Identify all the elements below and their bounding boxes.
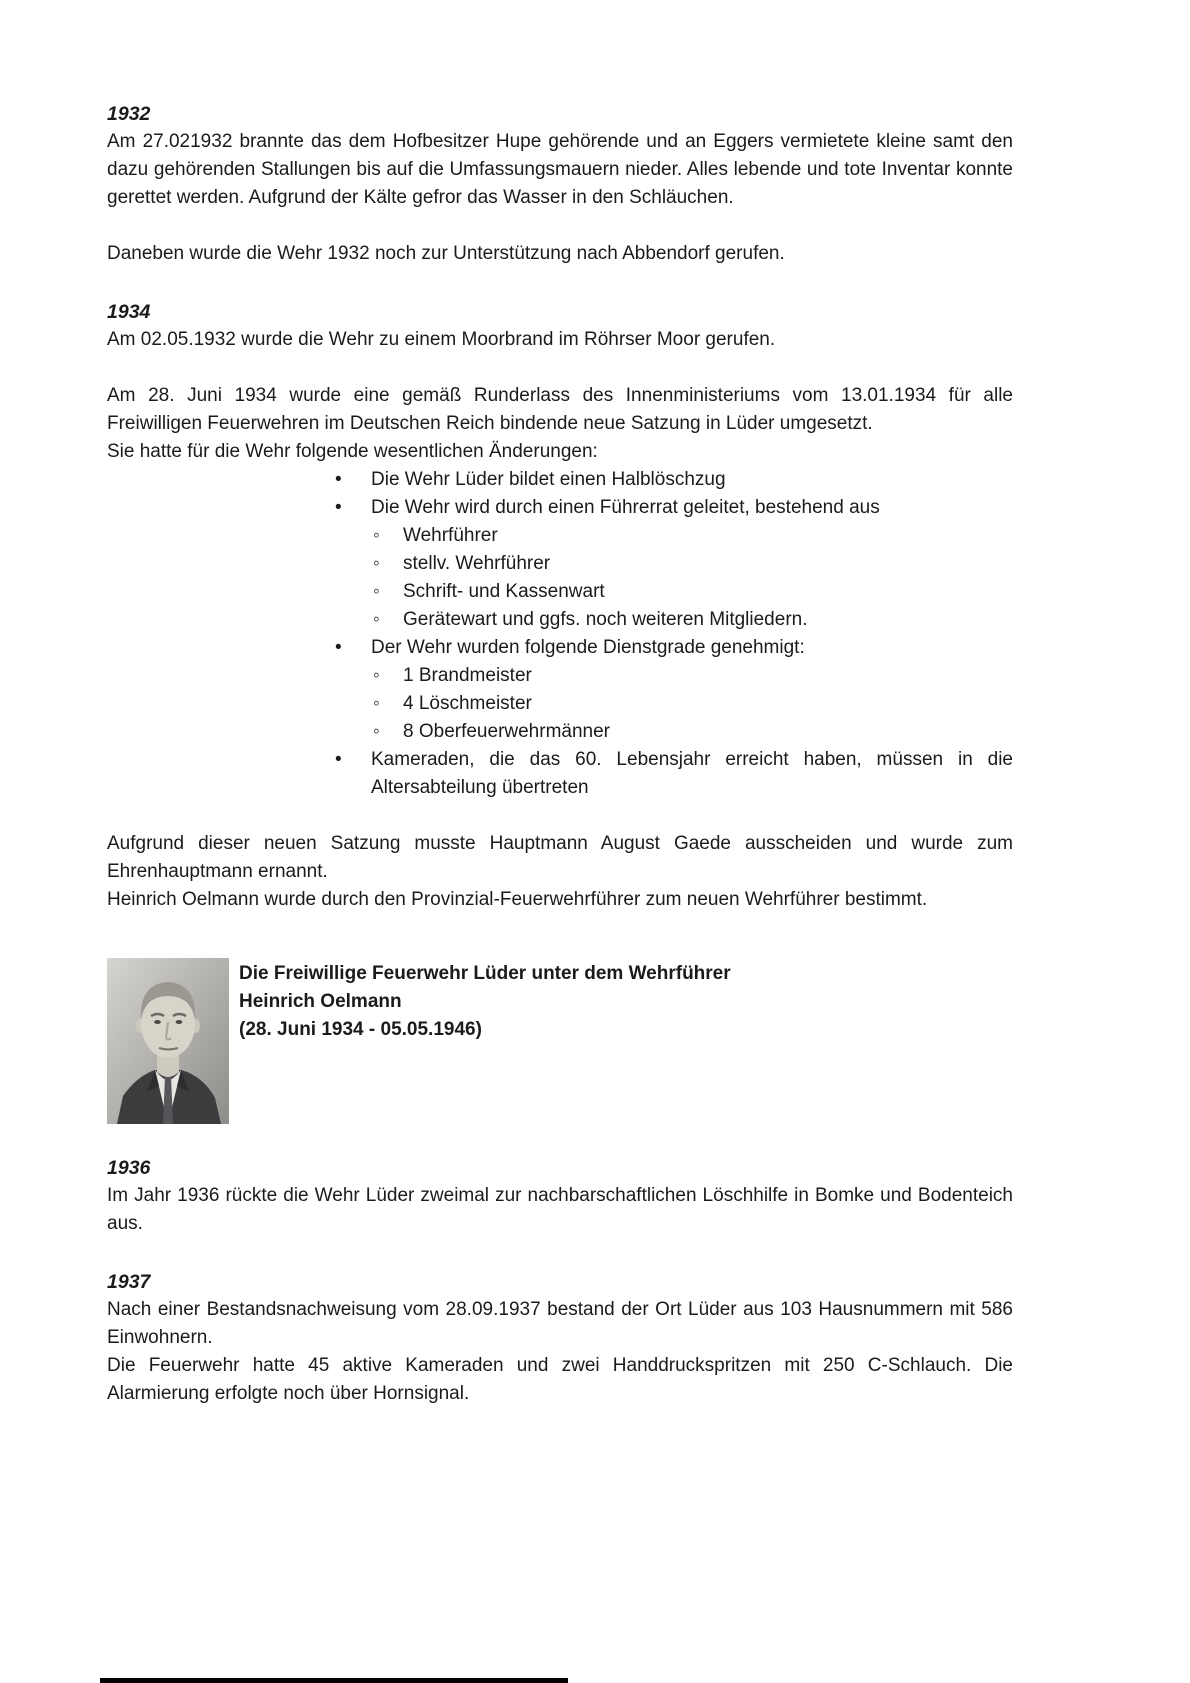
- sub-bullet-marker-icon: [373, 522, 403, 550]
- photo-caption-line-1: Die Freiwillige Feuerwehr Lüder unter dem Wehrführer: [239, 963, 731, 984]
- sub-bullet-item: [107, 718, 1013, 746]
- bullet-marker-icon: [335, 634, 371, 662]
- sub-bullet-item: [107, 690, 1013, 718]
- bullet-item: [107, 634, 1013, 662]
- photo-caption: [239, 958, 731, 1044]
- photo-caption-line-3: (28. Juni 1934 - 05.05.1946): [239, 1019, 482, 1040]
- sub-bullet-text: stellv. Wehrführer: [403, 553, 551, 574]
- sub-bullet-text: 4 Löschmeister: [403, 693, 532, 714]
- sub-bullet-marker-icon: [373, 578, 403, 606]
- bullet-item: [107, 494, 1013, 522]
- bullet-text: Die Wehr Lüder bildet einen Halblöschzug: [371, 469, 726, 490]
- paragraph-1937-feuerwehr: Die Feuerwehr hatte 45 aktive Kameraden und zwei Handdruckspritzen mit 250 C-Schlauch. Die Alarmierung erfolgte noch über Hornsignal.: [107, 1355, 1013, 1404]
- bullet-marker-icon: [335, 466, 371, 494]
- sub-bullet-marker-icon: [373, 606, 403, 634]
- paragraph-1934-moorbrand: Am 02.05.1932 wurde die Wehr zu einem Moorbrand im Röhrser Moor gerufen.: [107, 329, 776, 350]
- sub-bullet-text: Gerätewart und ggfs. noch weiteren Mitgliedern.: [403, 609, 808, 630]
- sub-bullet-marker-icon: [373, 718, 403, 746]
- sub-bullet-text: Wehrführer: [403, 525, 498, 546]
- portrait-photo: [107, 958, 229, 1124]
- sub-bullet-marker-icon: [373, 662, 403, 690]
- bullet-item: [107, 466, 1013, 494]
- sub-bullet-item: [107, 522, 1013, 550]
- photo-block: [107, 958, 1013, 1124]
- portrait-illustration: [107, 958, 229, 1124]
- paragraph-1932-abbendorf: Daneben wurde die Wehr 1932 noch zur Unterstützung nach Abbendorf gerufen.: [107, 243, 785, 264]
- sub-bullet-marker-icon: [373, 690, 403, 718]
- scan-artifact: [100, 1678, 568, 1683]
- paragraph-1936-loeschhilfe: Im Jahr 1936 rückte die Wehr Lüder zweimal zur nachbarschaftlichen Löschhilfe in Bomke und Bodenteich aus.: [107, 1185, 1013, 1234]
- paragraph-1934-oelmann: Heinrich Oelmann wurde durch den Provinzial-Feuerwehrführer zum neuen Wehrführer bestimmt.: [107, 889, 928, 910]
- sub-bullet-item: [107, 662, 1013, 690]
- paragraph-1934-gaede: Aufgrund dieser neuen Satzung musste Hauptmann August Gaede ausscheiden und wurde zum Ehrenhauptmann ernannt.: [107, 833, 1013, 882]
- section-heading-1934: 1934: [107, 301, 151, 323]
- document-page: [107, 100, 1013, 1408]
- bullet-item: [107, 746, 1013, 802]
- sub-bullet-text: Schrift- und Kassenwart: [403, 581, 605, 602]
- sub-bullet-text: 1 Brandmeister: [403, 665, 532, 686]
- paragraph-1937-bestand: Nach einer Bestandsnachweisung vom 28.09.1937 bestand der Ort Lüder aus 103 Hausnummern mit 586 Einwohnern.: [107, 1299, 1013, 1348]
- bullet-text: Die Wehr wird durch einen Führerrat geleitet, bestehend aus: [371, 497, 880, 518]
- bullet-marker-icon: [335, 494, 371, 522]
- section-heading-1932: 1932: [107, 103, 151, 125]
- section-heading-1937: 1937: [107, 1271, 151, 1293]
- paragraph-1932-fire: Am 27.021932 brannte das dem Hofbesitzer Hupe gehörende und an Eggers vermietete kleine samt den dazu gehörenden Stallungen bis auf die Umfassungsmauern nieder. Alles lebende und tote Inventar konnte gerettet werden. Aufgrund der Kälte gefror das Wasser in den Schläuchen.: [107, 131, 1013, 208]
- bullet-text: Der Wehr wurden folgende Dienstgrade genehmigt:: [371, 637, 805, 658]
- sub-bullet-marker-icon: [373, 550, 403, 578]
- photo-caption-line-2: Heinrich Oelmann: [239, 991, 402, 1012]
- sub-bullet-item: [107, 578, 1013, 606]
- paragraph-1934-satzung: Am 28. Juni 1934 wurde eine gemäß Runderlass des Innenministeriums vom 13.01.1934 für alle Freiwilligen Feuerwehren im Deutschen Reich bindende neue Satzung in Lüder umgesetzt.: [107, 385, 1013, 434]
- sub-bullet-item: [107, 606, 1013, 634]
- sub-bullet-text: 8 Oberfeuerwehrmänner: [403, 721, 610, 742]
- sub-bullet-item: [107, 550, 1013, 578]
- bullet-marker-icon: [335, 746, 371, 802]
- paragraph-1934-aenderungen-intro: Sie hatte für die Wehr folgende wesentlichen Änderungen:: [107, 441, 598, 462]
- section-heading-1936: 1936: [107, 1157, 151, 1179]
- bullet-text: Kameraden, die das 60. Lebensjahr erreicht haben, müssen in die Altersabteilung übertreten: [371, 749, 1013, 798]
